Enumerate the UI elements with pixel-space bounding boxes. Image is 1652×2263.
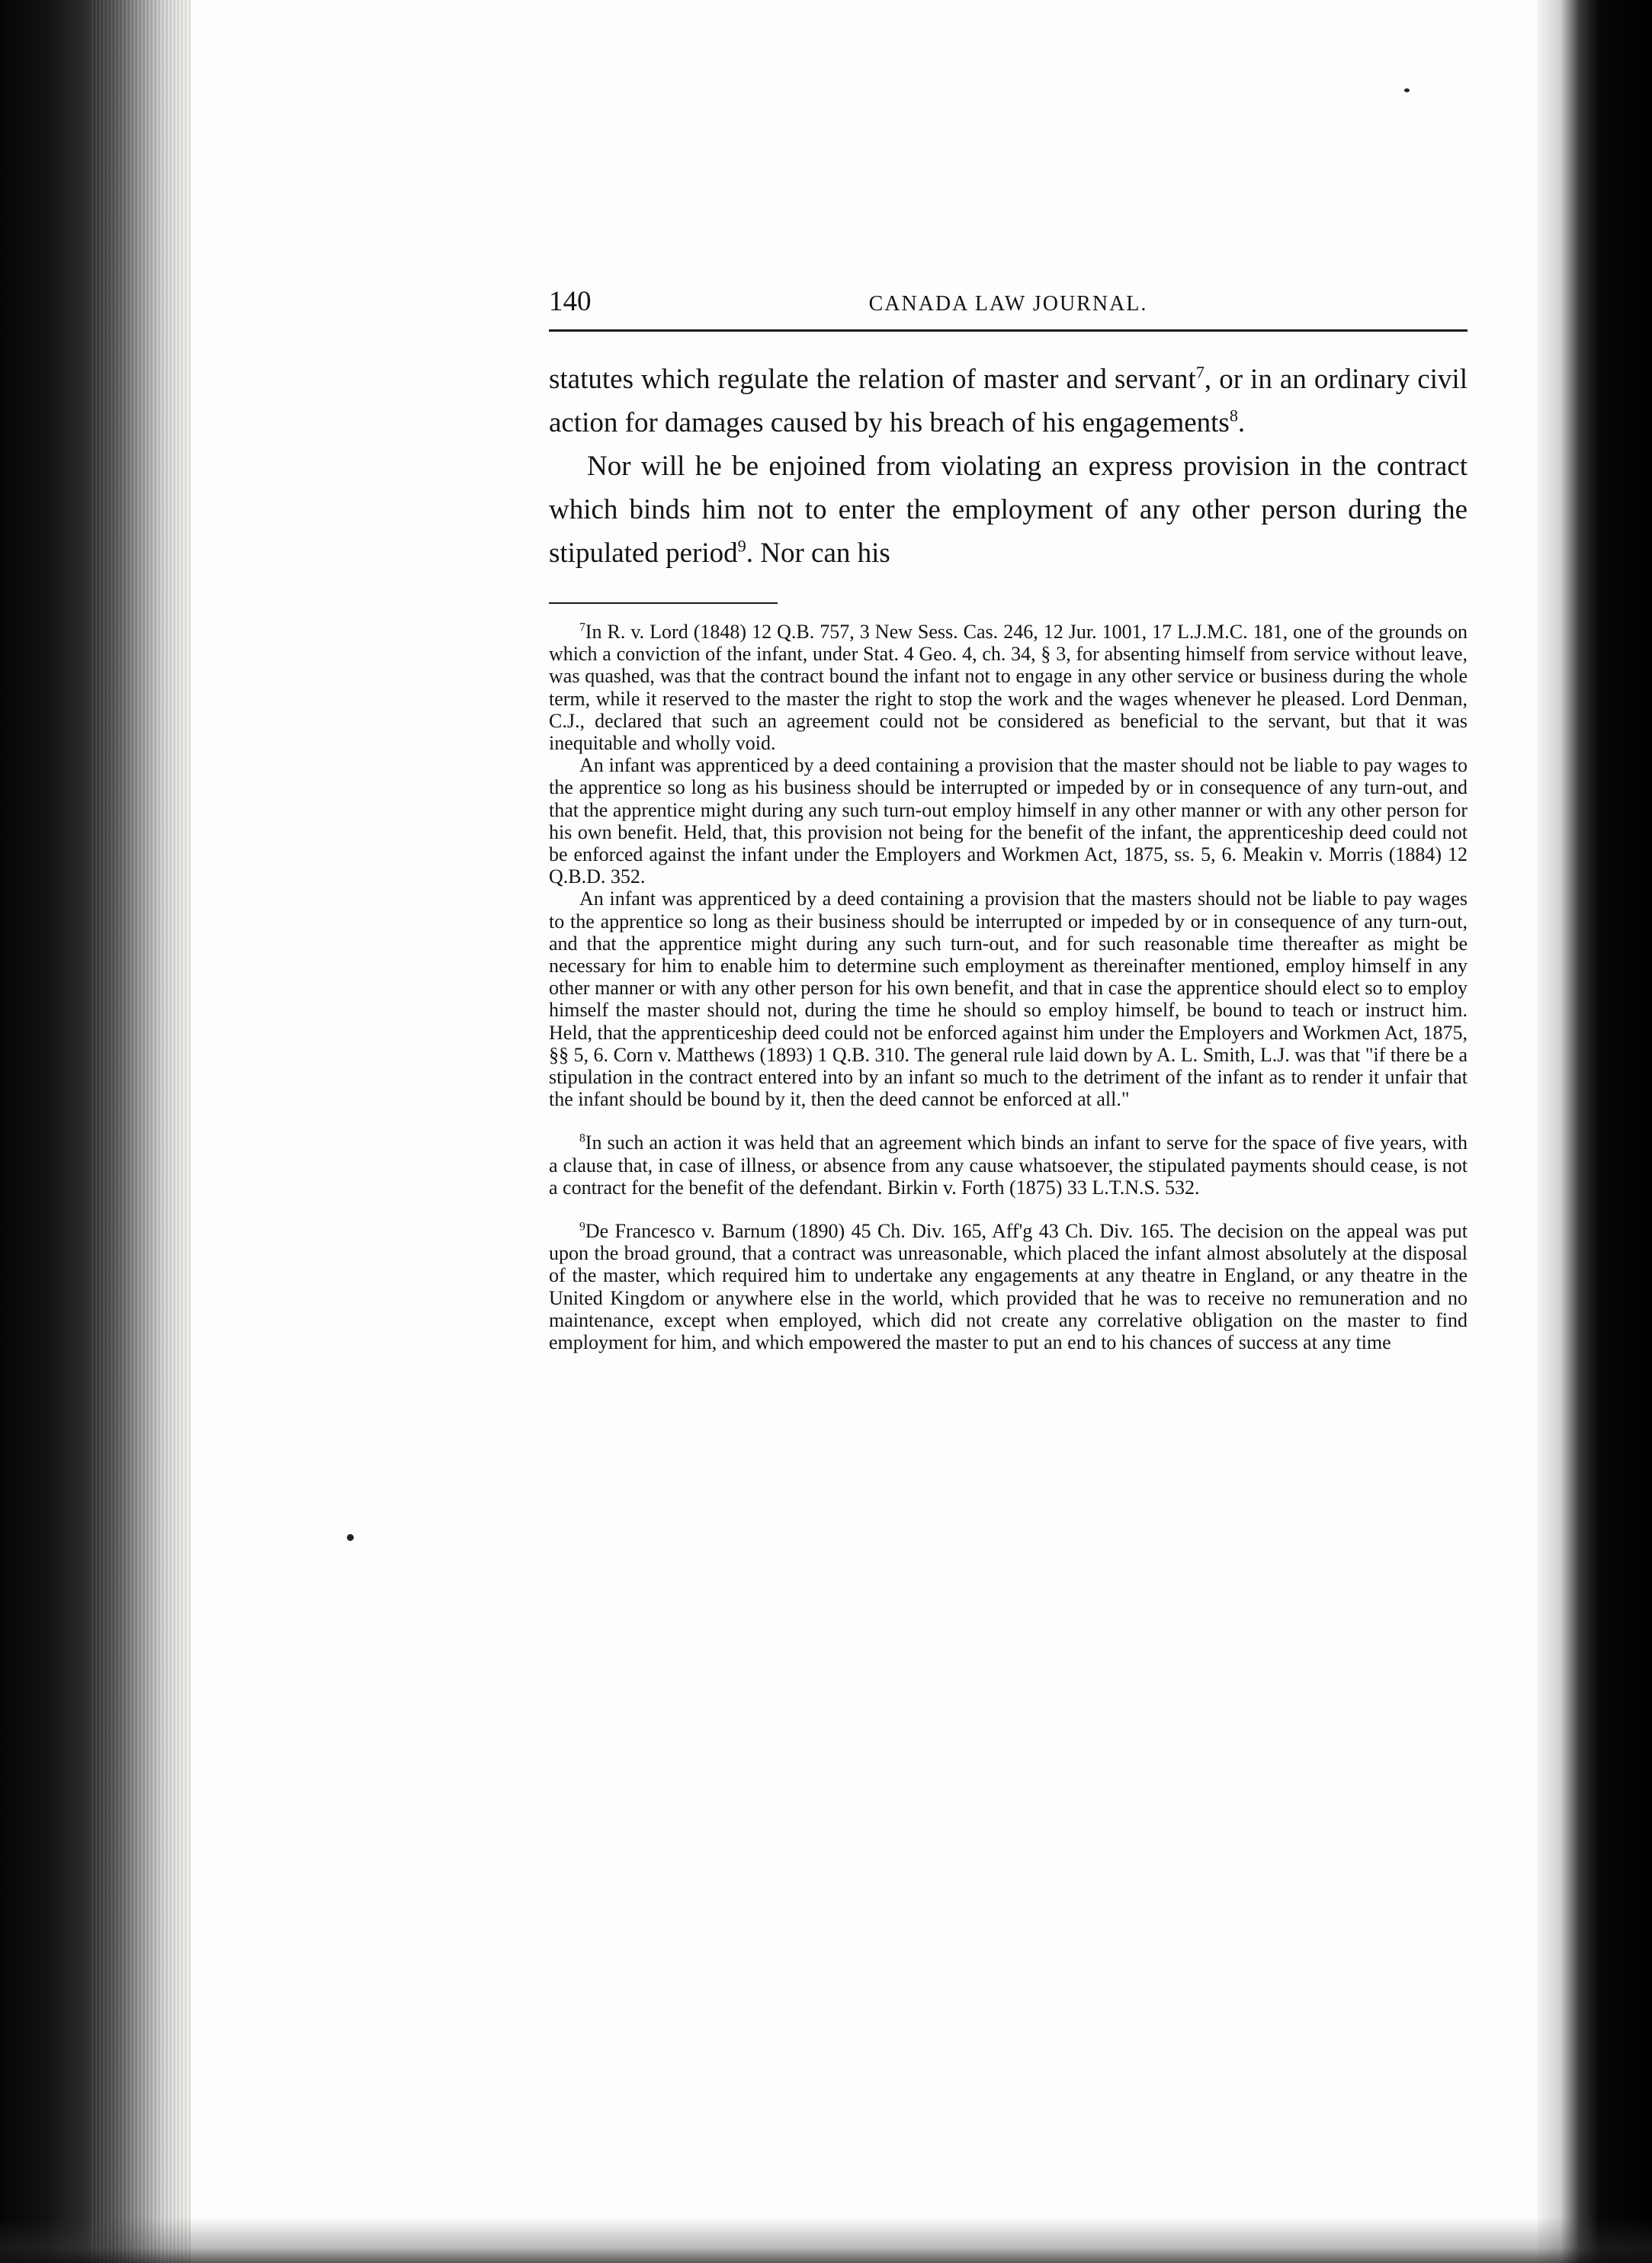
- body-text-run: . Nor can his: [746, 538, 890, 569]
- footnotes: [549, 621, 1468, 1353]
- footnote-paragraph: [549, 754, 1468, 888]
- footnote-number: 9: [579, 1220, 585, 1234]
- gutter-texture: [91, 0, 191, 2263]
- body-text-run: .: [1237, 407, 1246, 438]
- footnote-text: In such an action it was held that an agreement which binds an infant to serve for the space of five years, with a clause that, in case of illness, or absence from any cause whatsoever, the stipulated payments should cease, is not a contract for the benefit of the defendant. Birkin v. Forth (1875) 33 L.T.N.S. 532.: [549, 1132, 1468, 1199]
- running-head: CANADA LAW JOURNAL.: [868, 292, 1148, 316]
- page-header: [549, 282, 1468, 322]
- body-text-run: Nor will he be enjoined from violating an express provision in the contract which binds him not to enter the employment of any other person during the stipulated period: [549, 451, 1468, 569]
- footnote-mark: 8: [1229, 406, 1238, 425]
- speck: [347, 1534, 354, 1541]
- body-paragraph: [549, 358, 1468, 445]
- footnote-9: [549, 1220, 1468, 1353]
- header-rule: [549, 329, 1468, 332]
- footnote-text: An infant was apprenticed by a deed containing a provision that the masters should not be liable to pay wages to the apprentice so long as their business should be interrupted or impeded by or in consequence of any turn-out, and that the apprentice might during any such turn-out, and for such reasonable time thereafter as might be necessary for him to enable him to determine such employment as thereinafter mentioned, employ himself in any other manner or with any other person for his own benefit, and that in case the apprentice should elect so to employ himself the master should not, during the time he should so employ himself, be bound to teach or instruct him. Held, that the apprenticeship deed could not be enforced against him under the Employers and Workmen Act, 1875, §§ 5, 6. Corn v. Matthews (1893) 1 Q.B. 310. The general rule laid down by A. L. Smith, L.J. was that "if there be a stipulation in the contract entered into by an infant so much to the detriment of the infant as to render it unfair that the infant should be bound by it, then the deed cannot be enforced at all.": [549, 888, 1468, 1111]
- footnote-text: An infant was apprenticed by a deed containing a provision that the master should not be liable to pay wages to the apprentice so long as his business should be interrupted or impeded by or in consequence of any turn-out, and that the apprentice might during any such turn-out employ himself in any other manner or with any other person for his own benefit. Held, that, this provision not being for the benefit of the infant, the apprenticeship deed could not be enforced against the infant under the Employers and Workmen Act, 1875, ss. 5, 6. Meakin v. Morris (1884) 12 Q.B.D. 352.: [549, 754, 1468, 888]
- footnote-mark: 7: [1195, 362, 1205, 382]
- body-text-run: , or in an ordinary civil action for damages caused by his breach of his engagements: [549, 364, 1468, 438]
- bottom-page-edge: [0, 2217, 1652, 2263]
- footnote-paragraph: [549, 621, 1468, 754]
- footnote-number: 8: [579, 1132, 585, 1145]
- right-page-edge: [1538, 0, 1652, 2263]
- body-paragraph: [549, 445, 1468, 575]
- body-text-run: statutes which regulate the relation of master and servant: [549, 364, 1196, 395]
- footnote-7: [549, 621, 1468, 1110]
- footnote-text: In R. v. Lord (1848) 12 Q.B. 757, 3 New Sess. Cas. 246, 12 Jur. 1001, 17 L.J.M.C. 181, one of the grounds on which a conviction of the infant, under Stat. 4 Geo. 4, ch. 34, § 3, for absenting himself from service without leave, was quashed, was that the contract bound the infant not to engage in any other service or business during the whole term, while it reserved to the master the right to stop the work and the wages whenever he pleased. Lord Denman, C.J., declared that such an agreement could not be considered as beneficial to the servant, but that it was inequitable and wholly void.: [549, 621, 1468, 755]
- footnote-rule: [549, 602, 778, 604]
- footnote-text: De Francesco v. Barnum (1890) 45 Ch. Div. 165, Aff'g 43 Ch. Div. 165. The decision on the appeal was put upon the broad ground, that a contract was unreasonable, which placed the infant almost absolutely at the disposal of the master, which required him to undertake any engagements at any theatre in England, or any theatre in the United Kingdom or anywhere else in the world, which provided that he was to receive no remuneration and no maintenance, except when employed, which did not create any correlative obligation on the master to find employment for him, and which empowered the master to put an end to his chances of success at any time: [549, 1220, 1468, 1354]
- body-text: [549, 358, 1468, 575]
- footnote-paragraph: [549, 1220, 1468, 1353]
- footnote-8: [549, 1132, 1468, 1199]
- footnote-number: 7: [579, 621, 585, 634]
- footnote-paragraph: [549, 888, 1468, 1110]
- footnote-paragraph: [549, 1132, 1468, 1199]
- page-content: [549, 282, 1468, 1353]
- page-number: 140: [549, 286, 592, 317]
- speck: [1404, 88, 1410, 92]
- footnote-mark: 9: [737, 536, 746, 556]
